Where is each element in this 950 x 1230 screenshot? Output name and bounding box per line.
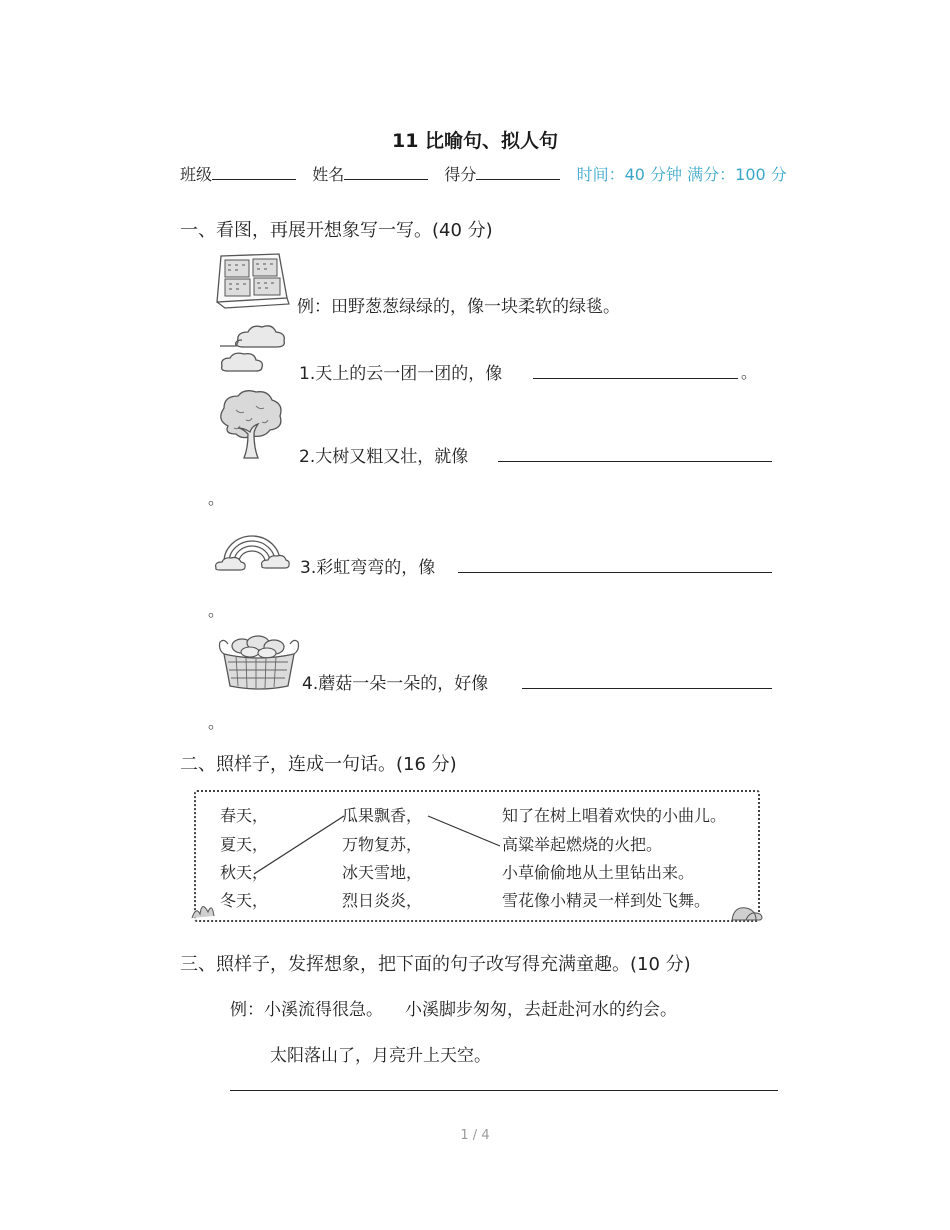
season-item: 秋天， (220, 863, 269, 882)
question-2-text: 2.大树又粗又壮，就像 (299, 447, 469, 467)
page-title: 11 比喻句、拟人句 (391, 130, 559, 152)
grass-decoration-icon (192, 906, 214, 918)
question-2-end: 。 (208, 489, 225, 508)
page-indicator: 1 / 4 (460, 1128, 490, 1143)
class-label: 班级 (180, 165, 213, 184)
question-3-text: 3.彩虹弯弯的，像 (300, 558, 436, 578)
match-line-autumn (254, 816, 344, 874)
example-rewritten: 小溪脚步匆匆，去赶赴河水的约会。 (405, 1000, 677, 1020)
question-4-text: 4.蘑菇一朵一朵的，好像 (302, 674, 489, 694)
score-label: 得分 (444, 165, 477, 184)
class-blank[interactable] (212, 163, 296, 180)
scene-item: 知了在树上唱着欢快的小曲儿。 (502, 806, 727, 825)
answer-line-1[interactable] (533, 378, 738, 379)
name-blank[interactable] (344, 163, 428, 180)
score-blank[interactable] (476, 163, 560, 180)
name-label: 姓名 (312, 165, 345, 184)
answer-line-4[interactable] (522, 688, 772, 689)
section3-heading: 三、照样子，发挥想象，把下面的句子改写得充满童趣。(10 分) (180, 954, 691, 975)
feature-item: 烈日炎炎， (342, 891, 423, 910)
matching-lines (190, 786, 770, 926)
question-3-end: 。 (208, 601, 225, 620)
section1-heading: 一、看图，再展开想象写一写。(40 分) (180, 220, 493, 241)
feature-item: 万物复苏， (342, 835, 423, 854)
feature-item: 冰天雪地， (342, 863, 423, 882)
question-1-text: 1.天上的云一团一团的，像 (299, 364, 503, 384)
feature-item: 瓜果飘香， (342, 806, 423, 825)
header-info (180, 162, 787, 185)
scene-item: 高粱举起燃烧的火把。 (502, 835, 663, 854)
shell-decoration-icon (732, 908, 762, 920)
clouds-icon (216, 320, 288, 376)
tree-icon (216, 390, 286, 460)
section2-heading: 二、照样子，连成一句话。(16 分) (180, 754, 457, 775)
season-item: 夏天， (220, 835, 269, 854)
question-1 (299, 359, 502, 384)
example-original: 例：小溪流得很急。 (230, 1000, 383, 1020)
question-4 (302, 669, 488, 694)
answer-line-3[interactable] (458, 572, 772, 573)
question-2 (299, 442, 468, 467)
question-4-end: 。 (208, 713, 225, 732)
time-label: 时间：40 分钟 (576, 165, 683, 184)
example-sentence: 例：田野葱葱绿绿的，像一块柔软的绿毯。 (297, 297, 620, 317)
section3-answer-line[interactable] (230, 1090, 778, 1091)
question-3 (300, 553, 435, 578)
section3-example (230, 995, 677, 1020)
full-score-label: 满分：100 分 (687, 165, 787, 184)
answer-line-2[interactable] (498, 461, 772, 462)
question-1-end: 。 (741, 363, 758, 382)
season-item: 春天， (220, 806, 269, 825)
season-item: 冬天， (220, 891, 269, 910)
section3-prompt: 太阳落山了，月亮升上天空。 (270, 1046, 491, 1066)
mushroom-basket-icon (214, 632, 300, 692)
match-line-harvest (428, 816, 500, 846)
scene-item: 小草偷偷地从土里钻出来。 (502, 863, 695, 882)
grass-field-icon (215, 252, 291, 310)
scene-item: 雪花像小精灵一样到处飞舞。 (502, 891, 711, 910)
rainbow-icon (214, 528, 290, 574)
